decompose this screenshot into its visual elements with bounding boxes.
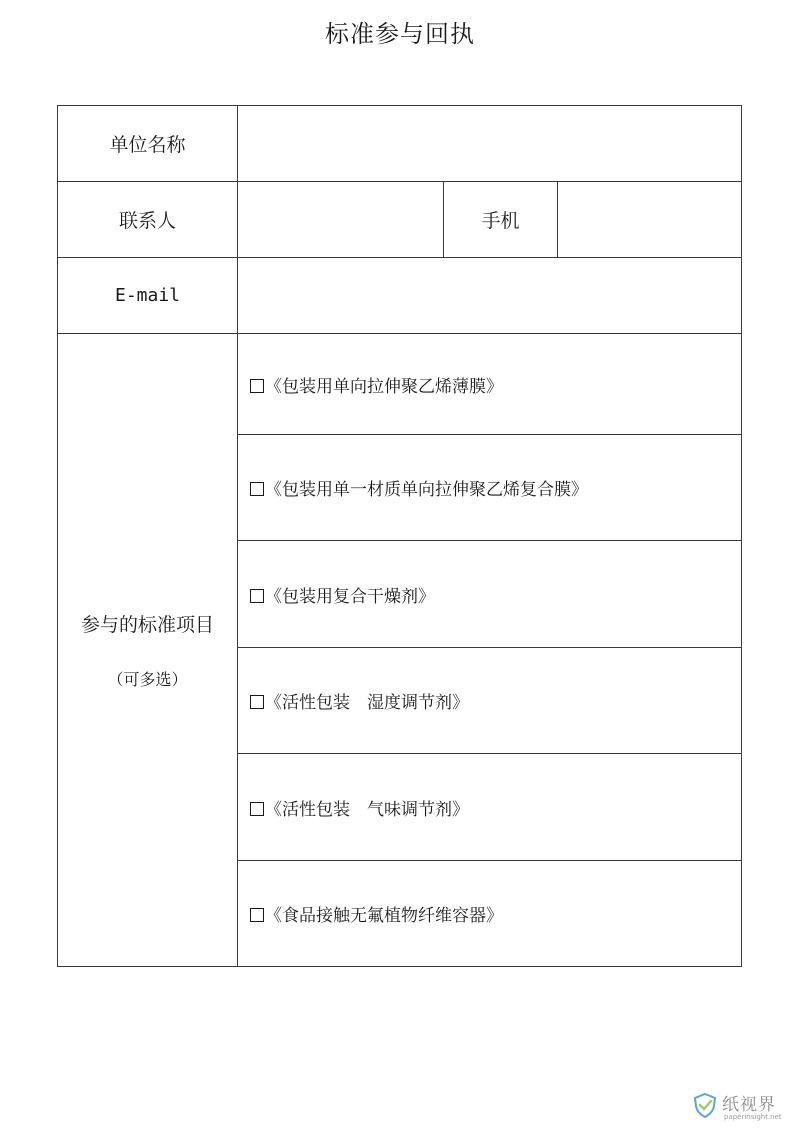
standard-option-3[interactable] [238,541,742,648]
email-field[interactable] [238,258,742,334]
standard-option-4[interactable] [238,648,742,754]
checkbox-icon[interactable] [250,695,264,709]
standard-option-label: 《包装用复合干燥剂》 [265,586,435,607]
watermark-logo [692,1090,788,1126]
standards-label-cell [58,334,238,967]
registration-form [57,105,742,967]
contact-label: 联系人 [58,182,238,258]
standards-note: （可多选） [107,670,188,689]
org-name-field[interactable] [238,106,742,182]
email-label: E-mail [58,258,238,334]
standard-option-5[interactable] [238,754,742,861]
org-name-label: 单位名称 [58,106,238,182]
checkbox-icon[interactable] [250,589,264,603]
checkbox-icon[interactable] [250,482,264,496]
checkbox-icon[interactable] [250,908,264,922]
page-title: 标准参与回执 [325,20,475,48]
checkbox-icon[interactable] [250,379,264,393]
watermark-text: 纸视界 [722,1095,776,1115]
checkbox-icon[interactable] [250,802,264,816]
standard-option-label: 《活性包装 气味调节剂》 [265,799,469,820]
standard-option-6[interactable] [238,861,742,967]
shield-check-icon [692,1092,718,1118]
standard-option-2[interactable] [238,435,742,541]
standards-label: 参与的标准项目 [80,614,214,636]
standard-option-1[interactable] [238,334,742,435]
phone-label: 手机 [444,182,558,258]
standard-option-label: 《包装用单一材质单向拉伸聚乙烯复合膜》 [265,480,588,500]
contact-field[interactable] [238,182,444,258]
watermark-url: paperinsight.net [724,1113,782,1121]
standard-option-label: 《食品接触无氟植物纤维容器》 [265,906,503,926]
standard-option-label: 《活性包装 湿度调节剂》 [265,693,469,713]
standard-option-label: 《包装用单向拉伸聚乙烯薄膜》 [265,376,503,397]
phone-field[interactable] [558,182,742,258]
